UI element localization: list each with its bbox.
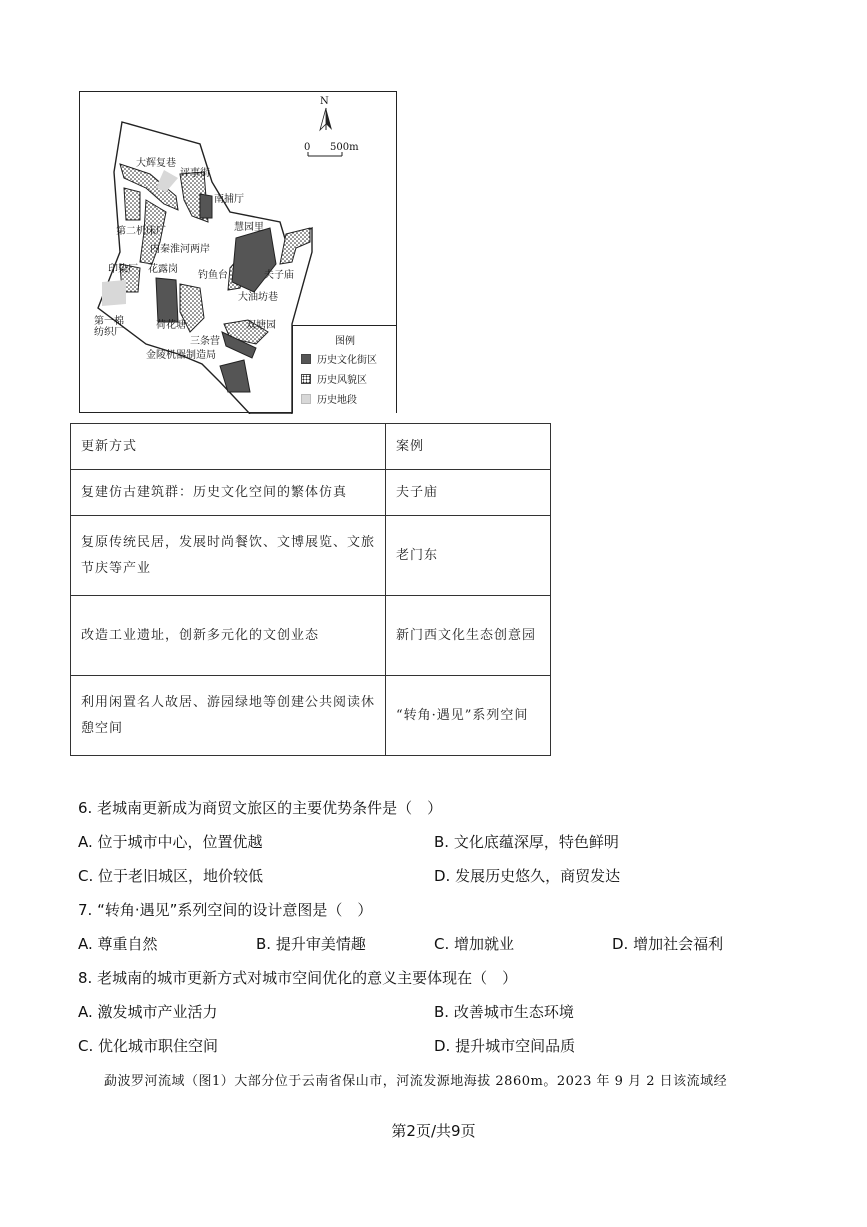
label-pingshiyuan: 评事街 — [180, 168, 210, 179]
scenic-area — [280, 228, 310, 264]
q7-option-d: D. 增加社会福利 — [612, 935, 724, 953]
next-section-intro: 勐波罗河流域（图1）大部分位于云南省保山市，河流发源地海拔 2860m。2023 年 9 月 2 日该流域经 — [104, 1074, 728, 1089]
row-method: 利用闲置名人故居、游园绿地等创建公共阅读休憩空间 — [71, 676, 386, 756]
q7-stem: 7. “转角·遇见”系列空间的设计意图是（ ） — [78, 901, 373, 919]
label-nanbuting: 南捕厅 — [214, 194, 244, 205]
north-label: N — [320, 96, 329, 107]
table-row — [71, 596, 551, 676]
historic-block — [232, 228, 276, 292]
label-diaoyutai: 钓鱼台 — [198, 270, 228, 281]
row-case: “转角·遇见”系列空间 — [386, 676, 551, 756]
row-method: 改造工业遗址，创新多元化的文创业态 — [71, 596, 386, 676]
legend-title: 图例 — [335, 336, 355, 347]
label-hualugang: 花露岗 — [148, 264, 178, 275]
map-legend — [292, 325, 396, 413]
table-row — [71, 470, 551, 516]
legend-swatch-dotted — [301, 374, 311, 384]
q7-option-a: A. 尊重自然 — [78, 935, 158, 953]
page-footer: 第2页/共9页 — [391, 1122, 476, 1140]
legend-item-historic-block: 历史文化街区 — [301, 354, 377, 366]
label-shuangtangyuan: 双塘园 — [246, 320, 276, 331]
label-dierjichuangchang: 第二机床厂 — [116, 226, 166, 237]
q8-option-a: A. 激发城市产业活力 — [78, 1003, 218, 1021]
q8-option-c: C. 优化城市职住空间 — [78, 1037, 219, 1055]
table-row — [71, 516, 551, 596]
historic-block — [156, 278, 178, 322]
map-figure — [79, 91, 397, 413]
scale-zero: 0 — [304, 142, 311, 153]
row-case: 新门西文化生态创意园 — [386, 596, 551, 676]
header-method: 更新方式 — [71, 424, 386, 470]
q8-option-b: B. 改善城市生态环境 — [434, 1003, 574, 1021]
q8-stem: 8. 老城南的城市更新方式对城市空间优化的意义主要体现在（ ） — [78, 969, 518, 987]
q6-option-d: D. 发展历史悠久，商贸发达 — [434, 867, 621, 885]
label-yinranchang: 印染厂 — [108, 264, 138, 275]
historic-section — [102, 280, 126, 306]
legend-item-scenic-area: 历史风貌区 — [301, 374, 367, 386]
north-arrow-icon — [320, 108, 332, 130]
label-jinling: 金陵机器制造局 — [146, 350, 216, 361]
historic-block — [200, 194, 212, 218]
scenic-area — [124, 188, 140, 220]
label-fuzimiao: 夫子庙 — [264, 270, 294, 281]
label-dayoufangxiang: 大油坊巷 — [238, 292, 278, 303]
label-santiaoying: 三条营 — [190, 336, 220, 347]
historic-section — [156, 170, 178, 192]
row-method: 复建仿古建筑群：历史文化空间的繁体仿真 — [71, 470, 386, 516]
row-case: 老门东 — [386, 516, 551, 596]
q6-stem: 6. 老城南更新成为商贸文旅区的主要优势条件是（ ） — [78, 799, 443, 817]
renewal-table — [70, 423, 551, 756]
row-case: 夫子庙 — [386, 470, 551, 516]
row-method: 复原传统民居，发展时尚餐饮、文博展览、文旅节庆等产业 — [71, 516, 386, 596]
table-header-row — [71, 424, 551, 470]
q6-option-c: C. 位于老旧城区，地价较低 — [78, 867, 264, 885]
legend-item-historic-section: 历史地段 — [301, 394, 357, 406]
legend-swatch-dark — [301, 354, 311, 364]
header-case: 案例 — [386, 424, 551, 470]
q7-option-b: B. 提升审美情趣 — [256, 935, 366, 953]
label-dahuifuxiang: 大辉复巷 — [136, 158, 176, 169]
q8-option-d: D. 提升城市空间品质 — [434, 1037, 576, 1055]
table-row — [71, 676, 551, 756]
q7-option-c: C. 增加就业 — [434, 935, 515, 953]
label-neiqinhuai: 内秦淮河两岸 — [150, 244, 210, 255]
scale-distance: 500m — [330, 142, 359, 153]
label-huiyuanli: 慧园里 — [234, 222, 264, 233]
legend-swatch-light — [301, 394, 311, 404]
q6-option-a: A. 位于城市中心，位置优越 — [78, 833, 263, 851]
q6-option-b: B. 文化底蕴深厚，特色鲜明 — [434, 833, 619, 851]
label-hehuatang: 荷花塘 — [156, 320, 186, 331]
label-diyimian: 第一棉 纺织厂 — [94, 316, 124, 338]
